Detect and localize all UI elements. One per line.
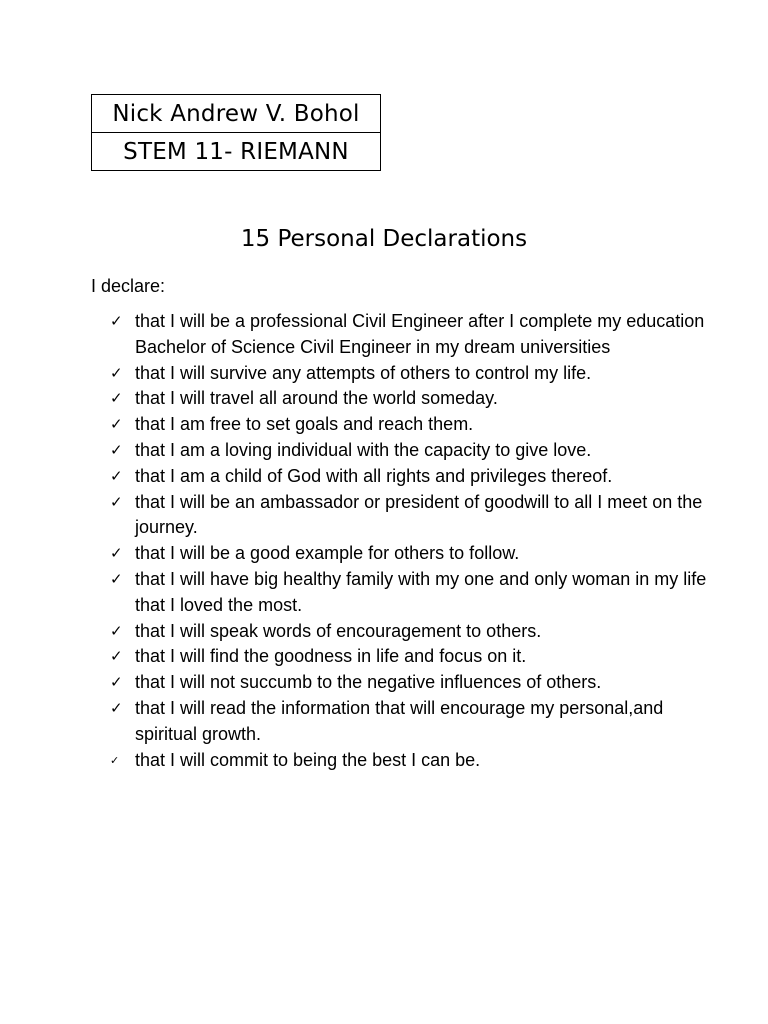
- list-item: [110, 412, 710, 438]
- checkmark-icon: ✓: [110, 698, 123, 717]
- list-item: [110, 567, 710, 619]
- list-item: [110, 386, 710, 412]
- student-name: Nick Andrew V. Bohol: [112, 100, 360, 127]
- checkmark-icon: ✓: [110, 466, 123, 485]
- checkmark-icon: ✓: [110, 544, 123, 563]
- declaration-text: that I will be a professional Civil Engineer after I complete my education Bachelor of Science Civil Engineer in my dream universities: [135, 311, 705, 357]
- declaration-text: that I will commit to being the best I can be.: [135, 749, 481, 770]
- list-item: [110, 309, 710, 361]
- checkmark-icon: ✓: [110, 389, 123, 408]
- student-section: STEM 11- RIEMANN: [92, 132, 380, 170]
- checkmark-icon: ✓: [110, 440, 123, 459]
- list-item: [110, 490, 710, 542]
- intro-text: I declare:: [91, 276, 166, 296]
- list-item: [110, 464, 710, 490]
- checkmark-icon: ✓: [110, 569, 123, 588]
- declaration-list: [110, 309, 710, 773]
- declaration-text: that I will speak words of encouragement to others.: [135, 620, 542, 641]
- checkmark-icon: ✓: [110, 492, 123, 511]
- checkmark-icon: ✓: [110, 673, 123, 692]
- list-item: [110, 438, 710, 464]
- checkmark-icon: ✓: [110, 647, 123, 666]
- list-item: [110, 361, 710, 387]
- declaration-text: that I am a loving individual with the capacity to give love.: [135, 439, 592, 460]
- declaration-text: that I am free to set goals and reach them.: [135, 414, 474, 435]
- declaration-text: that I will have big healthy family with my one and only woman in my life that I loved the most.: [135, 568, 707, 615]
- declaration-text: that I will travel all around the world someday.: [135, 388, 498, 409]
- checkmark-icon: ✓: [110, 621, 123, 640]
- declaration-text: that I will find the goodness in life and focus on it.: [135, 646, 527, 667]
- list-item: [110, 541, 710, 567]
- checkmark-icon: ✓: [110, 415, 123, 434]
- list-item: [110, 670, 710, 696]
- declaration-text: that I will be an ambassador or president of goodwill to all I meet on the journey.: [135, 491, 703, 538]
- list-item: [110, 696, 710, 748]
- list-item: [110, 644, 710, 670]
- checkmark-icon: ✓: [110, 363, 123, 382]
- list-item: [110, 748, 710, 774]
- declaration-text: that I am a child of God with all rights and privileges thereof.: [135, 465, 613, 486]
- list-item: [110, 619, 710, 645]
- declaration-text: that I will survive any attempts of others to control my life.: [135, 362, 592, 383]
- checkmark-icon: ✓: [110, 753, 120, 767]
- declaration-text: that I will not succumb to the negative influences of others.: [135, 672, 602, 693]
- page-title: 15 Personal Declarations: [240, 226, 528, 252]
- declaration-text: that I will be a good example for others to follow.: [135, 543, 520, 564]
- declaration-text: that I will read the information that will encourage my personal,and spiritual growth.: [135, 697, 664, 744]
- checkmark-icon: ✓: [110, 312, 123, 330]
- name-box: [91, 94, 381, 171]
